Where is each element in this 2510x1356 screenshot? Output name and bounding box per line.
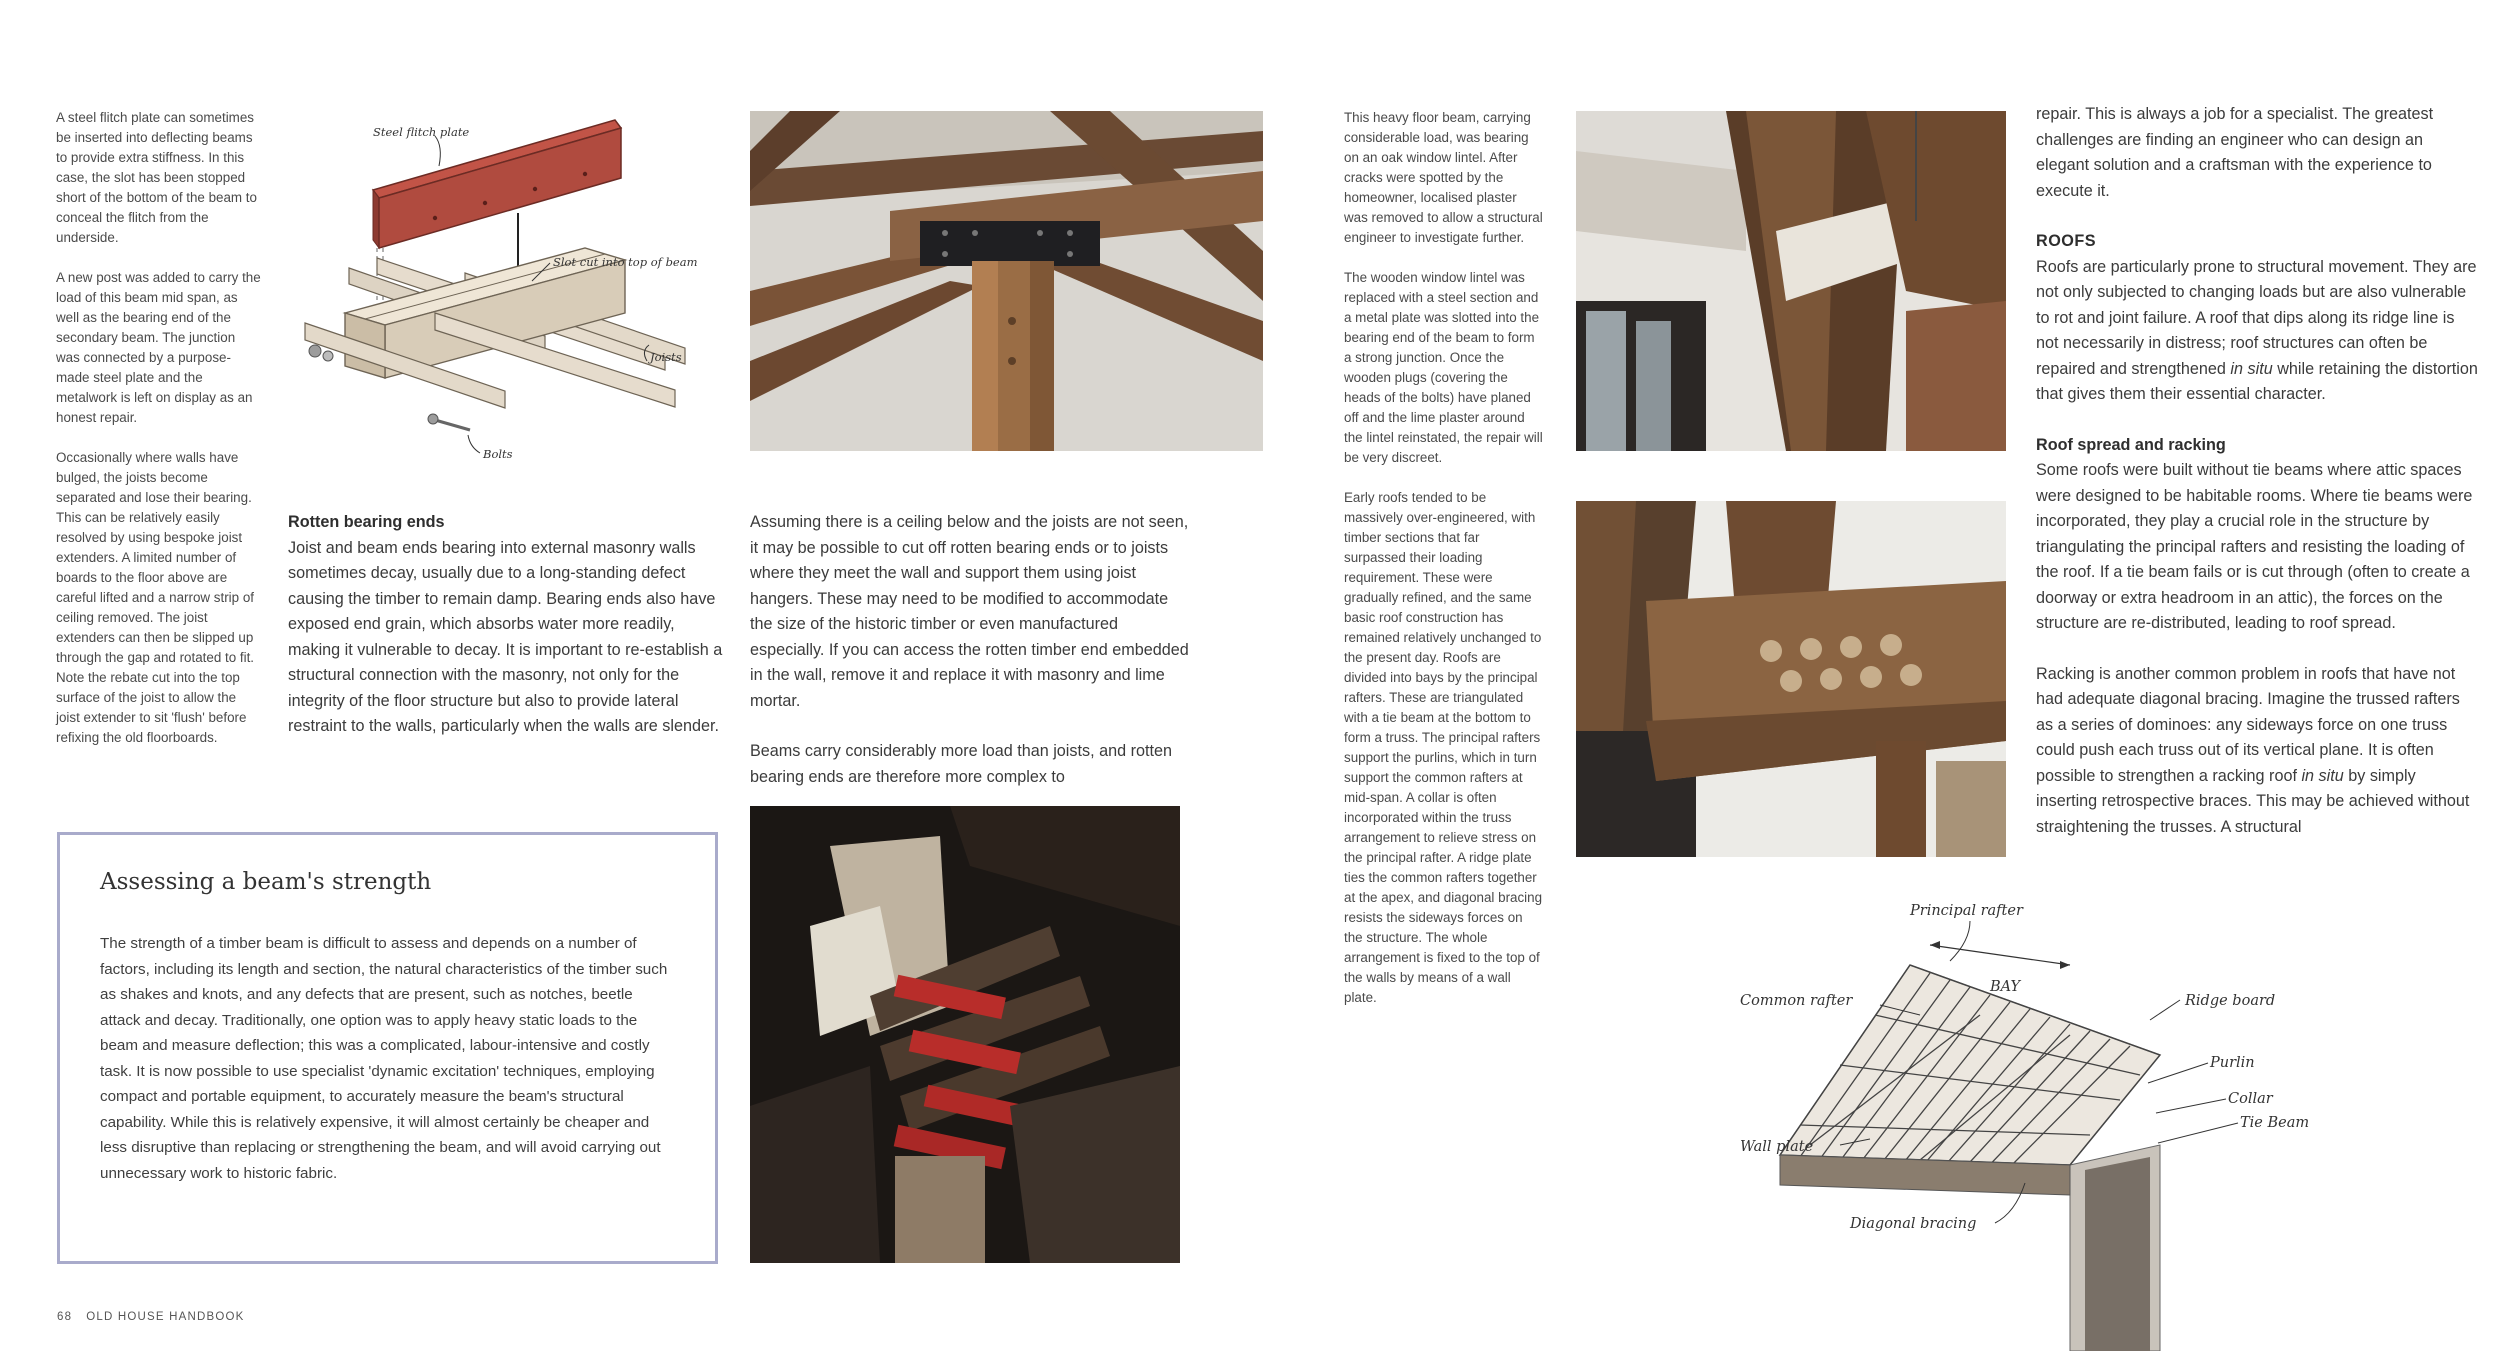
label-bay: BAY (1990, 979, 2021, 995)
roofs-paragraph: Roofs are particularly prone to structural movement. They are not only subjected to changing loads but are also vulnerable to rot and joint failure. A roof that dips along its ridge line is not necessarily in distress; roof structures can often be repaired and strengthened in situ while retaining the distortion that gives them their essential character. (2036, 257, 2478, 403)
label-slot: Slot cut into top of beam (553, 255, 698, 269)
label-bolts: Bolts (483, 447, 513, 461)
roof-structure-diagram (1740, 895, 2340, 1351)
photo-post-steel-plate (750, 111, 1263, 451)
label-steel-flitch-plate: Steel flitch plate (373, 125, 470, 139)
rotten-paragraph-3: Beams carry considerably more load than joists, and rotten bearing ends are therefore more complex to (750, 742, 1172, 786)
photo-beam-on-lintel (1576, 111, 2006, 451)
caption-column-right (1344, 108, 1544, 1028)
flitch-plate-diagram (285, 108, 715, 478)
label-common-rafter: Common rafter (1740, 993, 1853, 1009)
rotten-paragraph-2: Assuming there is a ceiling below and the joists are not seen, it may be possible to cut off rotten bearing ends or to joists where they meet the wall and support them using joist hangers. These may need to be modified to accommodate the size of the historic timber or even manufactured especially. If you can access the rotten timber end embedded in the wall, remove it and replace it with masonry and lime mortar. (750, 513, 1189, 710)
page-number: 68 (57, 1311, 73, 1323)
box-text: The strength of a timber beam is difficult to assess and depends on a number of factors, including its length and section, the natural characteristics of the timber such as shakes and knots, and any defects that are present, such as notches, beetle attack and decay. Traditionally, one option was to apply heavy static loads to the beam and measure deflection; this was a complicated, labour-intensive and costly task. It is now possible to use specialist 'dynamic excitation' techniques, employing compact and portable equipment, to accurately measure the beam's structural capability. While this is relatively expensive, it will almost certainly be cheaper and less disruptive than replacing or strengthening the beam, and will avoid carrying out unnecessary work to historic fabric. (100, 935, 668, 1182)
rotten-paragraph-1: Joist and beam ends bearing into external masonry walls sometimes decay, usually due to a long-standing defect causing the timber to remain damp. Bearing ends also have exposed end grain, which absorbs water more readily, making it vulnerable to decay. It is important to re-establish a structural connection with the masonry, not only for the integrity of the floor structure but also to provide lateral restraint to the walls, particularly when the walls are slender. (288, 538, 723, 735)
beam-strength-box (57, 832, 718, 1264)
label-joists: Joists (650, 350, 682, 364)
label-tie-beam: Tie Beam (2240, 1115, 2310, 1131)
book-title: OLD HOUSE HANDBOOK (86, 1311, 245, 1323)
label-diagonal-bracing: Diagonal bracing (1850, 1216, 1977, 1232)
caption-column-left (56, 108, 261, 768)
repair-paragraph: repair. This is always a job for a specialist. The greatest challenges are finding an engineer who can design an elegant solution and a craftsman with the experience to execute it. (2036, 105, 2434, 200)
caption-heavy-beam: This heavy floor beam, carrying considerable load, was bearing on an oak window lintel. After cracks were spotted by the homeowner, localised plaster was removed to allow a structural engineer to investigate further. (1344, 110, 1543, 245)
label-ridge-board: Ridge board (2185, 993, 2276, 1009)
page-footer (57, 1311, 245, 1323)
rotten-bearing-continued (750, 510, 1190, 815)
caption-new-post: A new post was added to carry the load of this beam mid span, as well as the bearing end of the secondary beam. The junction was connected by a purpose-made steel plate and the metalwork is left on display as an honest repair. (56, 270, 261, 425)
label-principal-rafter: Principal rafter (1910, 903, 2023, 919)
roofs-section (2036, 102, 2478, 865)
photo-joist-extenders (750, 806, 1180, 1263)
box-title: Assessing a beam's strength (100, 869, 432, 895)
racking-paragraph: Racking is another common problem in roofs that have not had adequate diagonal bracing. Imagine the trussed rafters as a series of dominoes: any sideways force on one truss could push each truss out of its vertical plane. It is often possible to strengthen a racking roof in situ by simply inserting retrospective braces. This may be achieved without straightening the trusses. A structural (2036, 664, 2470, 836)
roof-spread-paragraph: Some roofs were built without tie beams where attic spaces were designed to be habitable rooms. Where tie beams were incorporated, they play a crucial role in the structure by triangulating the principal rafters and resisting the loading of the roof. If a tie beam fails or is cut through (often to create a doorway or extra headroom in an attic), the forces on the structure are re-distributed, leading to roof spread. (2036, 461, 2473, 632)
caption-early-roofs: Early roofs tended to be massively over-engineered, with timber sections that far surpassed their loading requirement. These were gradually refined, and the same basic roof construction has remained relatively unchanged to the present day. Roofs are divided into bays by the principal rafters. These are triangulated with a tie beam at the bottom to form a truss. The principal rafters support the purlins, which in turn support the common rafters at mid-span. A collar is often incorporated within the truss arrangement to relieve stress on the principal rafter. A ridge plate ties the common rafters together at the apex, and diagonal bracing resists the sideways forces on the structure. The whole arrangement is fixed to the top of the walls by means of a wall plate. (1344, 490, 1543, 1005)
caption-lintel-replaced: The wooden window lintel was replaced with a steel section and a metal plate was slotted into the bearing end of the beam to form a strong junction. Once the wooden plugs (covering the heads of the bolts) have planed off and the lime plaster around the lintel reinstated, the repair will be very discreet. (1344, 270, 1543, 465)
rotten-bearing-section (288, 510, 723, 765)
label-collar: Collar (2228, 1091, 2273, 1107)
roof-spread-heading: Roof spread and racking (2036, 435, 2226, 454)
caption-flitch-plate: A steel flitch plate can sometimes be inserted into deflecting beams to provide extra stiffness. In this case, the slot has been stopped short of the bottom of the beam to conceal the flitch from the underside. (56, 110, 257, 245)
caption-joist-extenders: Occasionally where walls have bulged, the joists become separated and lose their bearing. This can be relatively easily resolved by using bespoke joist extenders. A limited number of boards to the floor above are careful lifted and a narrow strip of ceiling removed. The joist extenders can then be slipped up through the gap and rotated to fit. Note the rebate cut into the top surface of the joist to allow the joist extender to sit 'flush' before refixing the old floorboards. (56, 450, 255, 745)
label-purlin: Purlin (2210, 1055, 2255, 1071)
roofs-heading: ROOFS (2036, 232, 2097, 250)
photo-steel-lintel (1576, 501, 2006, 857)
label-wall-plate: Wall plate (1740, 1139, 1814, 1155)
rotten-heading: Rotten bearing ends (288, 513, 445, 531)
